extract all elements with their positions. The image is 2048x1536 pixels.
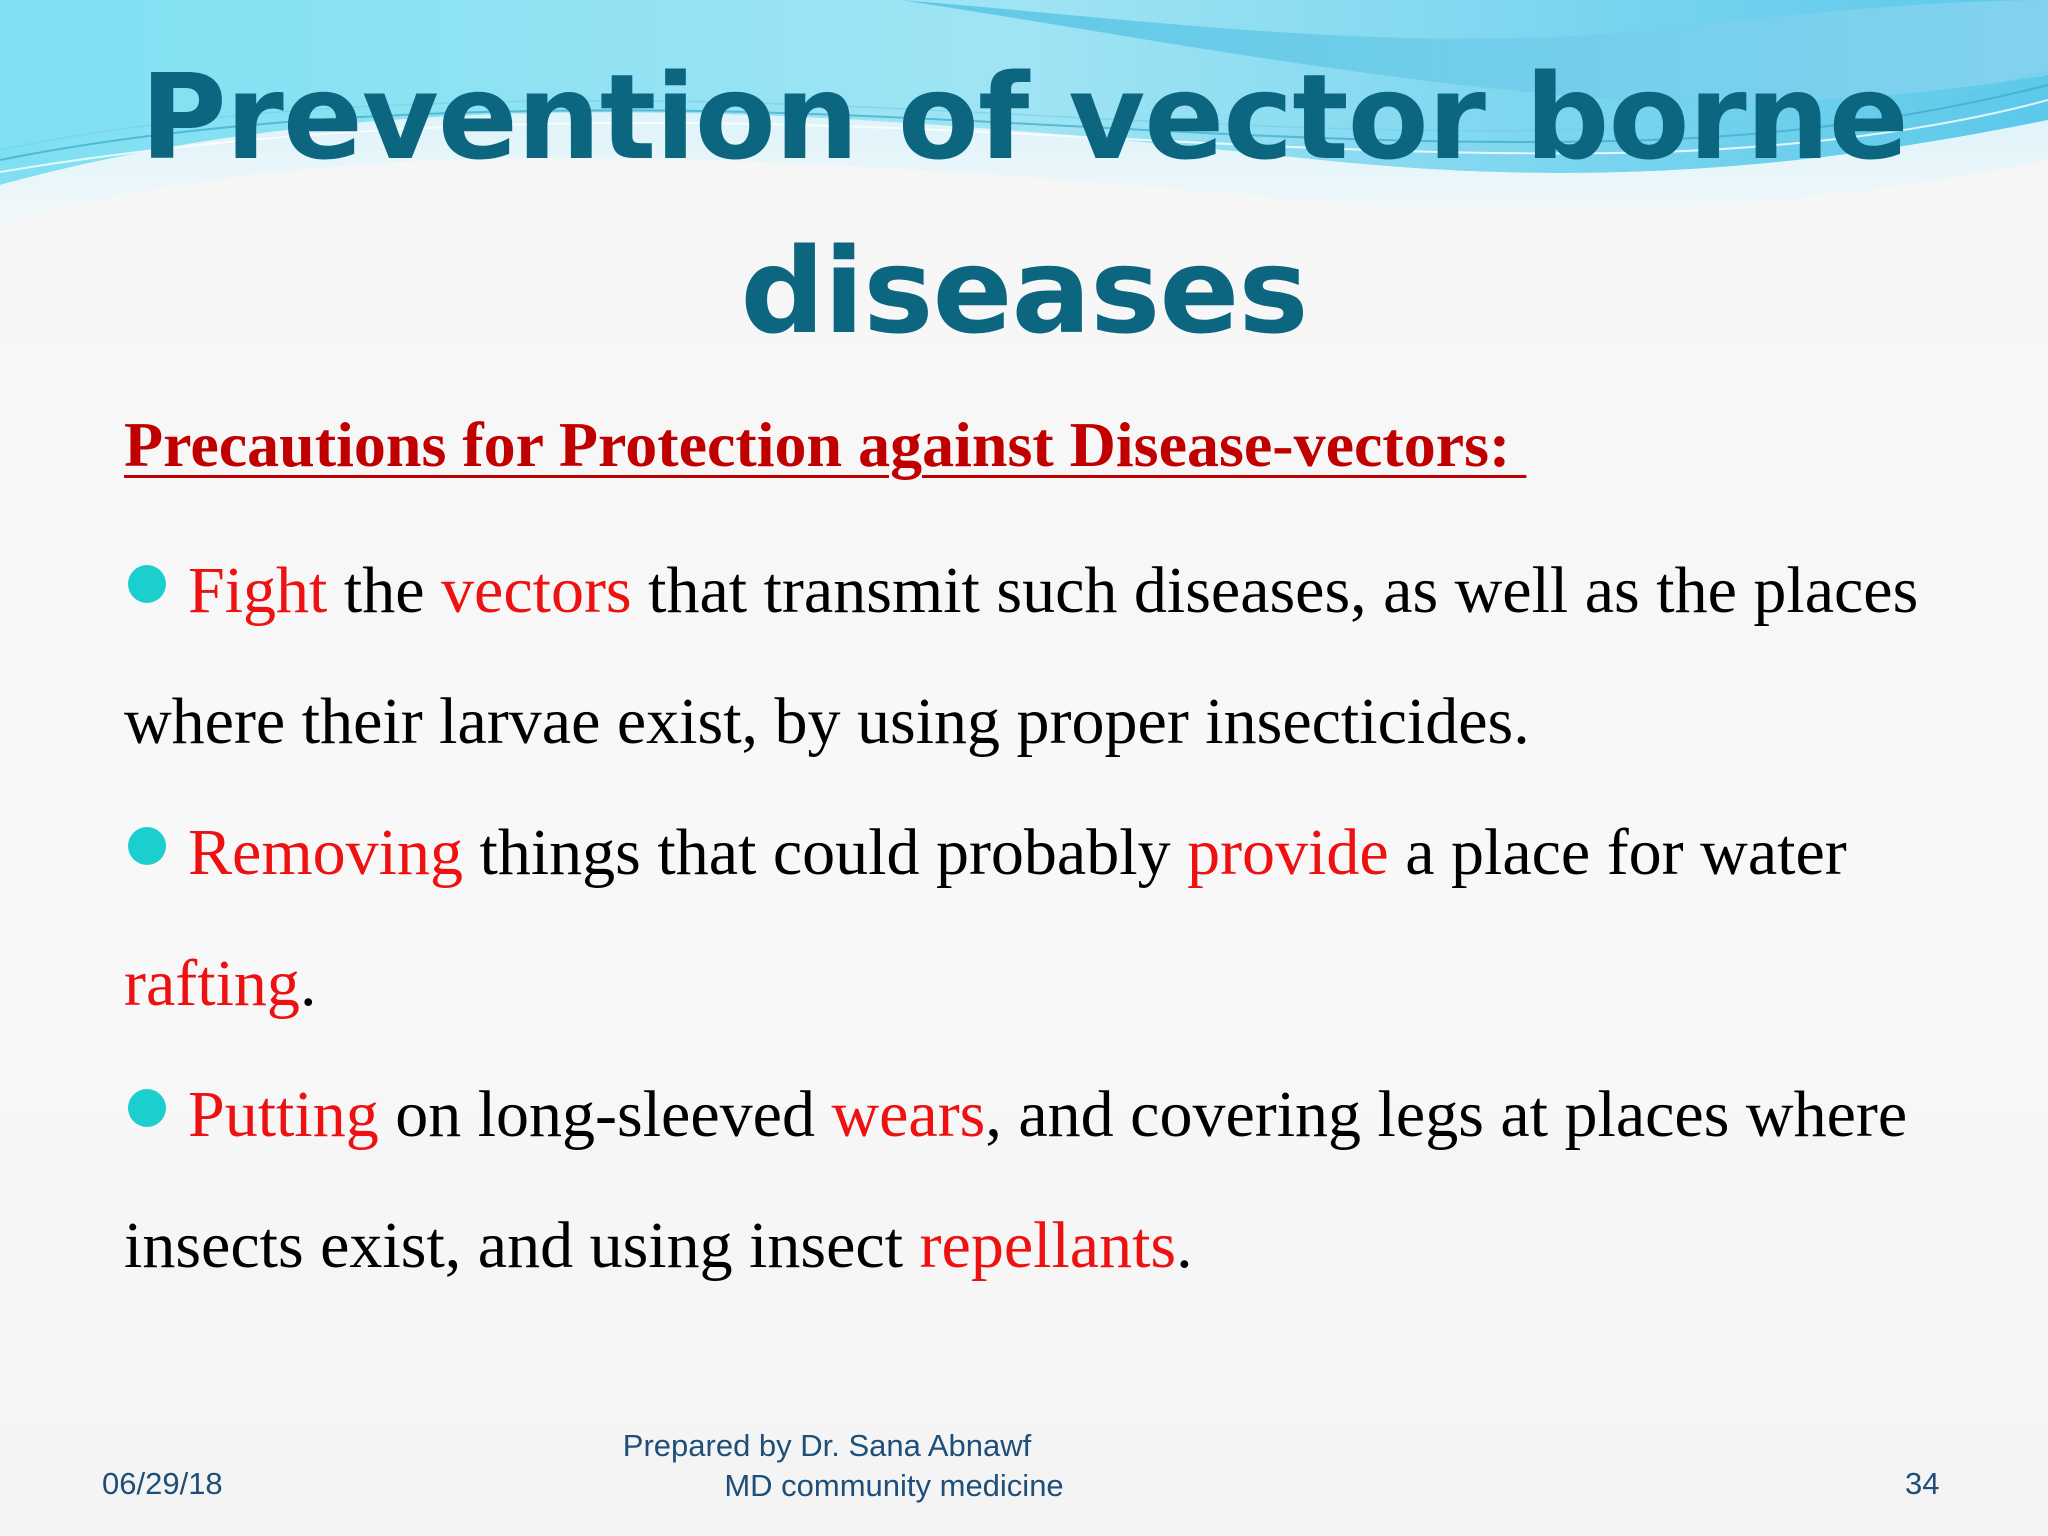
highlight-word: repellants [919,1209,1177,1282]
highlight-word: Removing [188,816,463,889]
highlight-word: vectors [441,554,632,627]
bullet-item-3 [124,1049,1964,1311]
footer-author-line-1: Prepared by Dr. Sana Abnawf [622,1428,1032,1463]
footer-date: 06/29/18 [102,1466,223,1501]
text-segment: that transmit such diseases, as well as the places where their larvae exist, by using proper insecticides. [124,554,1919,758]
bullet-item-3-text [124,1078,1907,1282]
footer-page-number: 34 [1905,1466,1940,1501]
bullet-item-1 [124,525,1964,787]
slide-title [120,30,1928,378]
bullet-list [124,525,1964,1311]
text-segment: . [1176,1209,1193,1282]
slide-title-line-1: Prevention of vector borne [140,48,1908,186]
text-segment: a place for water [1388,816,1847,889]
bullet-dot-icon [128,827,166,865]
highlight-word: Putting [188,1078,379,1151]
text-segment: things that could probably [463,816,1188,889]
text-segment: , and covering legs at places where insects exist, and using insect [124,1078,1908,1282]
bullet-item-1-text [124,554,1918,758]
slide-title-line-2: diseases [740,222,1308,360]
section-subheading: Precautions for Protection against Disease-vectors: [124,409,1527,480]
bullet-dot-icon [128,1089,166,1127]
highlight-word: Fight [188,554,328,627]
highlight-word: provide [1187,816,1389,889]
footer-author [560,1426,1228,1506]
highlight-word: rafting [124,947,300,1020]
footer-author-line-2: MD community medicine [724,1468,1064,1503]
bullet-item-2-text [124,816,1847,1020]
highlight-word: wears [831,1078,986,1151]
text-segment: on long-sleeved [378,1078,832,1151]
bullet-item-2 [124,787,1964,1049]
bullet-dot-icon [128,565,166,603]
text-segment: . [299,947,317,1020]
text-segment: the [327,554,442,627]
